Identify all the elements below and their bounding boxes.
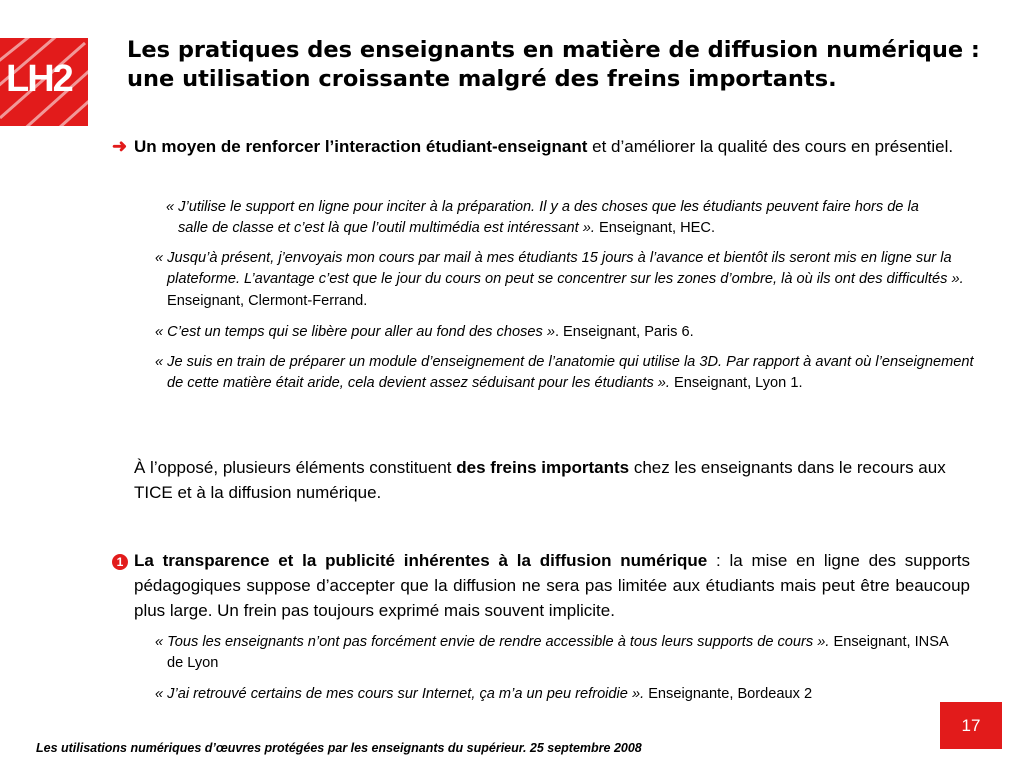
quote-insa-text: « Tous les enseignants n’ont pas forcément envie de rendre accessible à tous leurs supports de cours ». [155,634,830,650]
page-number: 17 [940,702,1002,749]
transition-paragraph [134,455,964,505]
arrow-right-icon: ➜ [112,136,128,156]
bullet-interaction-text [134,134,970,159]
quote-lyon1-text: « Je suis en train de préparer un module d’enseignement de l’anatomie qui utilise la 3D. Par rapport à avant où l’enseignement de cette matière était aride, cela devient assez séduisant pour les étudiants ». [155,354,974,392]
quote-bordeaux [155,684,967,705]
page-title: Les pratiques des enseignants en matière de diffusion numérique : une utilisation croissante malgré des freins importants. [127,37,980,92]
bullet-transparence-bold: La transparence et la publicité inhérentes à la diffusion numérique [134,551,708,570]
number-one-icon [112,548,128,573]
quote-hec-source: Enseignant, HEC. [594,220,716,237]
quote-clermont [155,248,967,312]
bullet-interaction-rest: et d’améliorer la qualité des cours en présentiel. [587,137,954,156]
quote-bordeaux-source: Enseignante, Bordeaux 2 [644,686,813,702]
bullet-transparence [112,548,972,623]
quote-bordeaux-text: « J’ai retrouvé certains de mes cours sur Internet, ça m’a un peu refroidie ». [155,686,645,702]
quote-clermont-source: Enseignant, Clermont-Ferrand. [167,292,368,309]
quote-lyon1 [155,352,987,395]
quote-hec-text: « J’utilise le support en ligne pour inciter à la préparation. Il y a des choses que les étudiants peuvent faire hors de la salle de classe et c’est là que l’outil multimédia est intéressant ». [166,199,919,237]
quote-insa-source: Enseignant, INSA de Lyon [167,634,948,672]
quote-paris6-source: . Enseignant, Paris 6. [554,324,694,340]
logo-text: LH2 [6,58,72,100]
number-one-marker: 1 [112,554,128,570]
quote-clermont-text: « Jusqu’à présent, j’envoyais mon cours par mail à mes étudiants 15 jours à l’avance et bientôt ils seront mis en ligne sur la plateforme. L’avantage c’est que le jour du cours on peut se concentrer sur les zones d’ombre, là où ils ont des difficultés ». [155,250,964,288]
bullet-transparence-rest: : la mise en ligne des supports pédagogiques suppose d’accepter que la diffusion ne sera pas limitée aux étudiants mais peut être beaucoup plus large. Un frein pas toujours exprimé mais souvent implicite. [134,551,970,620]
quote-paris6-text: « C’est un temps qui se libère pour aller au fond des choses » [155,324,555,340]
bullet-interaction [112,134,972,159]
bullet-transparence-text [134,548,970,623]
transition-after: chez les enseignants dans le recours aux TICE et à la diffusion numérique. [134,458,946,502]
quote-lyon1-source: Enseignant, Lyon 1. [669,375,803,392]
transition-before: À l’opposé, plusieurs éléments constituent [134,458,457,477]
footer-text: Les utilisations numériques d’œuvres protégées par les enseignants du supérieur. 25 septembre 2008 [36,741,642,755]
bullet-interaction-bold: Un moyen de renforcer l’interaction étudiant-enseignant [134,137,588,156]
lh2-logo [0,38,88,126]
quote-hec [166,197,948,240]
quote-insa [155,632,967,675]
transition-bold: des freins importants [456,458,630,477]
quote-paris6 [155,322,967,343]
